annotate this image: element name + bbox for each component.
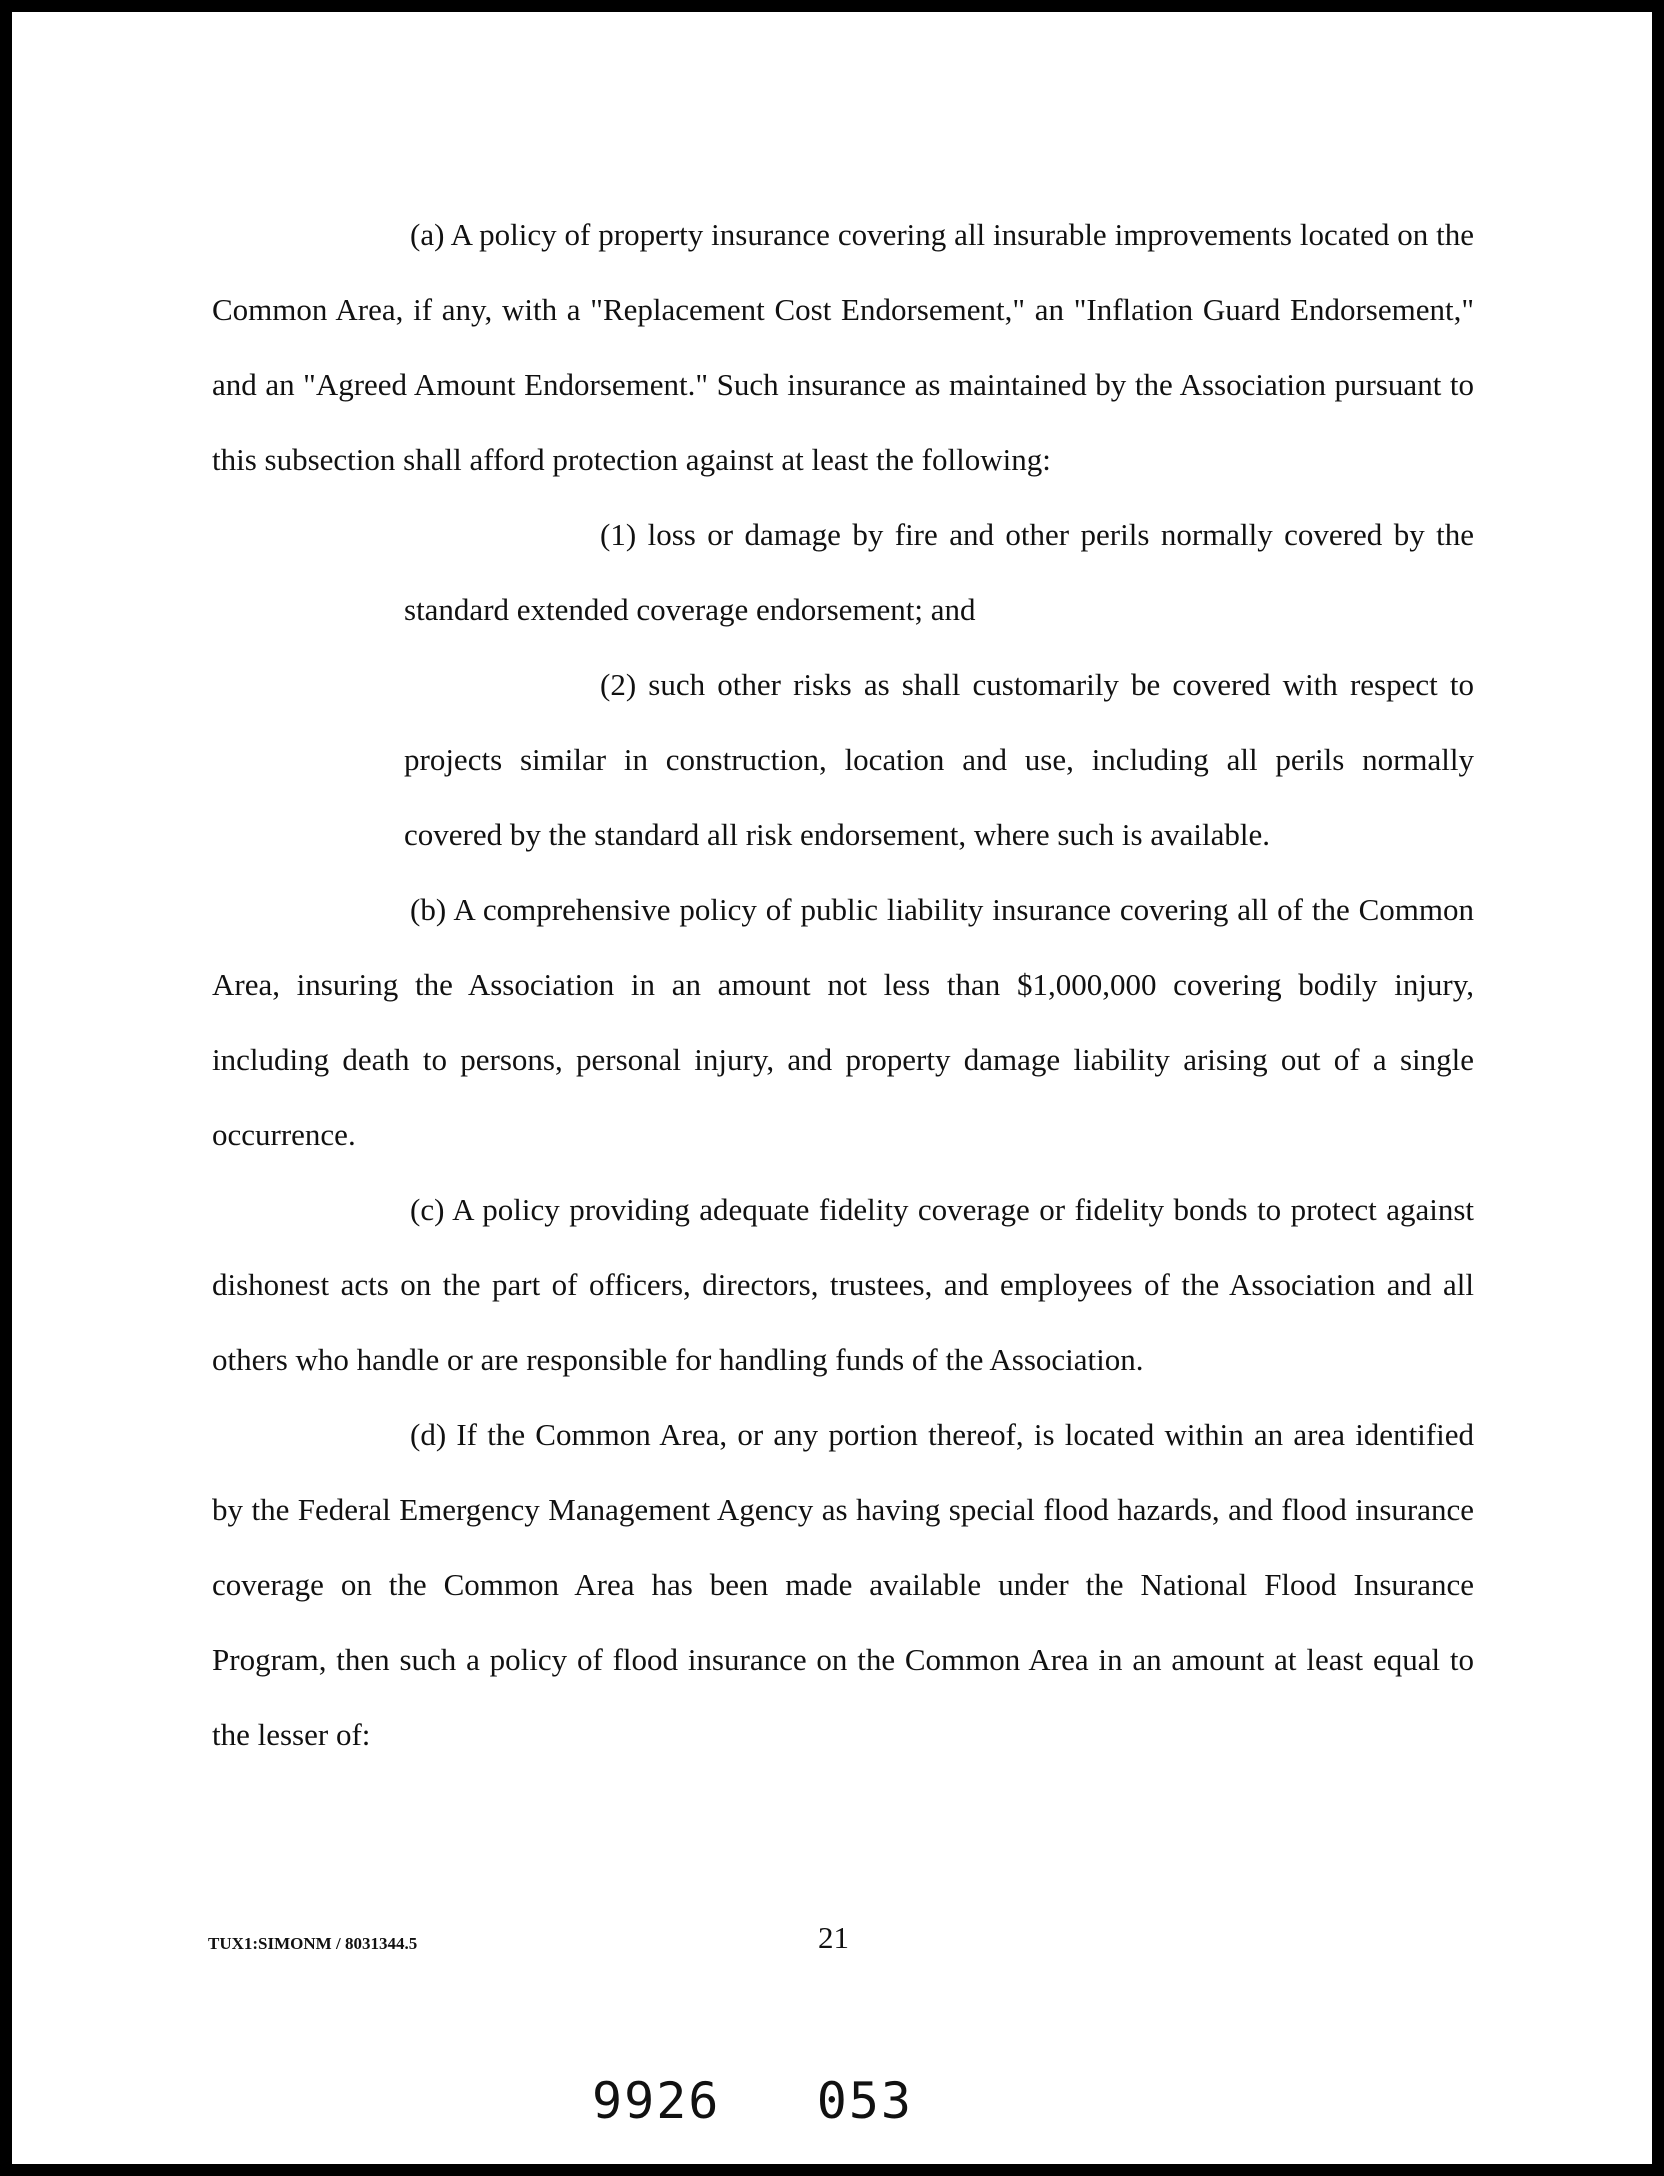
paragraph-c: (c) A policy providing adequate fidelity coverage or fidelity bonds to protect against dishonest acts on the part of officers, directors, trustees, and employees of the Association and all others who handle or are responsible for handling funds of the Association.	[212, 1192, 1474, 1377]
document-id: TUX1:SIMONM / 8031344.5	[208, 1934, 418, 1953]
paragraph-b: (b) A comprehensive policy of public liability insurance covering all of the Common Area, insuring the Association in an amount not less than $1,000,000 covering bodily injury, including death to persons, personal injury, and property damage liability arising out of a single occurrence.	[212, 892, 1474, 1152]
recording-stamp: 9926 053	[592, 2072, 914, 2130]
document-page	[12, 12, 1652, 2164]
paragraph-a-1: (1) loss or damage by fire and other perils normally covered by the standard extended coverage endorsement; and	[404, 517, 1474, 627]
paragraph-a: (a) A policy of property insurance covering all insurable improvements located on the Common Area, if any, with a "Replacement Cost Endorsement," an "Inflation Guard Endorsement," and an "Agreed Amount Endorsement." Such insurance as maintained by the Association pursuant to this subsection shall afford protection against at least the following:	[212, 217, 1474, 477]
page-number: 21	[818, 1920, 849, 1955]
paragraph-a-2: (2) such other risks as shall customarily be covered with respect to projects similar in construction, location and use, including all perils normally covered by the standard all risk endorsement, where such is available.	[404, 667, 1474, 852]
paragraph-d: (d) If the Common Area, or any portion thereof, is located within an area identified by the Federal Emergency Management Agency as having special flood hazards, and flood insurance coverage on the Common Area has been made available under the National Flood Insurance Program, then such a policy of flood insurance on the Common Area in an amount at least equal to the lesser of:	[212, 1417, 1474, 1752]
